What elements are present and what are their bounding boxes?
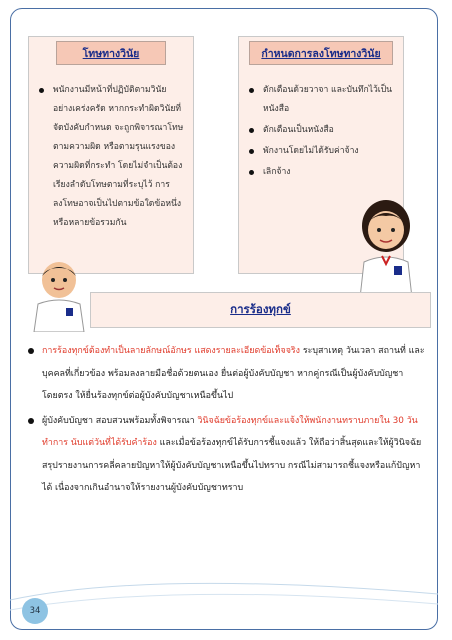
page-number: 34	[22, 598, 48, 624]
penalty-list	[239, 81, 403, 182]
discipline-box	[28, 36, 194, 274]
decorative-wave	[10, 560, 438, 630]
bullet-icon	[249, 88, 254, 93]
complaint-item-text: และเมื่อข้อร้องทุกข์ได้รับการชี้แจงแล้ว ให้ถือว่าสิ้นสุดและให้ผู้วินิจฉัยสรุปรายงานการคลี่คลายปัญหาให้ผู้บังคับบัญชาเหนือขึ้นไปทราบ กรณีไม่สามารถชี้แจงหรือแก้ปัญหาได้ เนื่องจากเกินอำนาจให้รายงานผู้บังคับบัญชาทราบ	[42, 438, 422, 493]
complaint-body	[26, 340, 426, 502]
complaint-item	[26, 410, 426, 500]
penalty-item	[249, 163, 395, 182]
penalty-item-text: ตักเตือนด้วยวาจา และบันทึกไว้เป็นหนังสือ	[263, 85, 393, 114]
penalty-item	[249, 121, 395, 140]
penalty-box-title: กำหนดการลงโทษทางวินัย	[249, 41, 393, 65]
bullet-icon	[28, 348, 34, 354]
bullet-icon	[39, 88, 44, 93]
discipline-item-text: พนักงานมีหน้าที่ปฏิบัติตามวินัยอย่างเคร่งครัด หากกระทำผิดวินัยที่จัดบังคับกำหนด จะถูกพิจารณาโทษตามความผิด หรือตามรุนแรงของความผิดที่กระทำ โดยไม่จำเป็นต้องเรียงลำดับโทษตามที่ระบุไว้ การลงโทษอาจเป็นไปตามข้อใดข้อหนึ่งหรือหลายข้อรวมกัน	[53, 85, 184, 228]
discipline-item	[39, 81, 185, 233]
penalty-item-text: พักงานโดยไม่ได้รับค่าจ้าง	[263, 146, 359, 156]
penalty-item	[249, 142, 395, 161]
complaint-item-highlight: การร้องทุกข์ต้องทำเป็นลายลักษณ์อักษร แสดงรายละเอียดข้อเท็จจริง	[42, 346, 300, 356]
discipline-list	[29, 81, 193, 233]
complaint-item-highlight: วินิจฉัยข้อร้องทุกข์และแจ้งให้พนักงานทราบภายใน 30 วันทำการ นับแต่วันที่ได้รับคำร้อง	[42, 415, 418, 448]
complaint-item	[26, 340, 426, 408]
complaint-header	[90, 292, 431, 328]
bullet-icon	[249, 170, 254, 175]
complaint-title: การร้องทุกข์	[230, 302, 291, 316]
bullet-icon	[249, 128, 254, 133]
bullet-icon	[28, 418, 34, 424]
discipline-box-title: โทษทางวินัย	[56, 41, 166, 65]
complaint-item-text: ระบุสาเหตุ วันเวลา สถานที่ และบุคคลที่เกี่ยวข้อง พร้อมลงลายมือชื่อด้วยตนเอง ยื่นต่อผู้บังคับบัญชา หากคู่กรณีเป็นผู้บังคับบัญชาโดยตรง ให้ยื่นร้องทุกข์ต่อผู้บังคับบัญชาเหนือขึ้นไป	[42, 346, 425, 401]
woman-cartoon-icon	[346, 196, 426, 298]
penalty-item	[249, 81, 395, 119]
man-cartoon-icon	[28, 258, 90, 332]
penalty-item-text: ตักเตือนเป็นหนังสือ	[263, 125, 334, 135]
complaint-item-text: ผู้บังคับบัญชา สอบสวนพร้อมทั้งพิจารณา	[42, 415, 198, 426]
penalty-item-text: เลิกจ้าง	[263, 167, 291, 177]
bullet-icon	[249, 149, 254, 154]
